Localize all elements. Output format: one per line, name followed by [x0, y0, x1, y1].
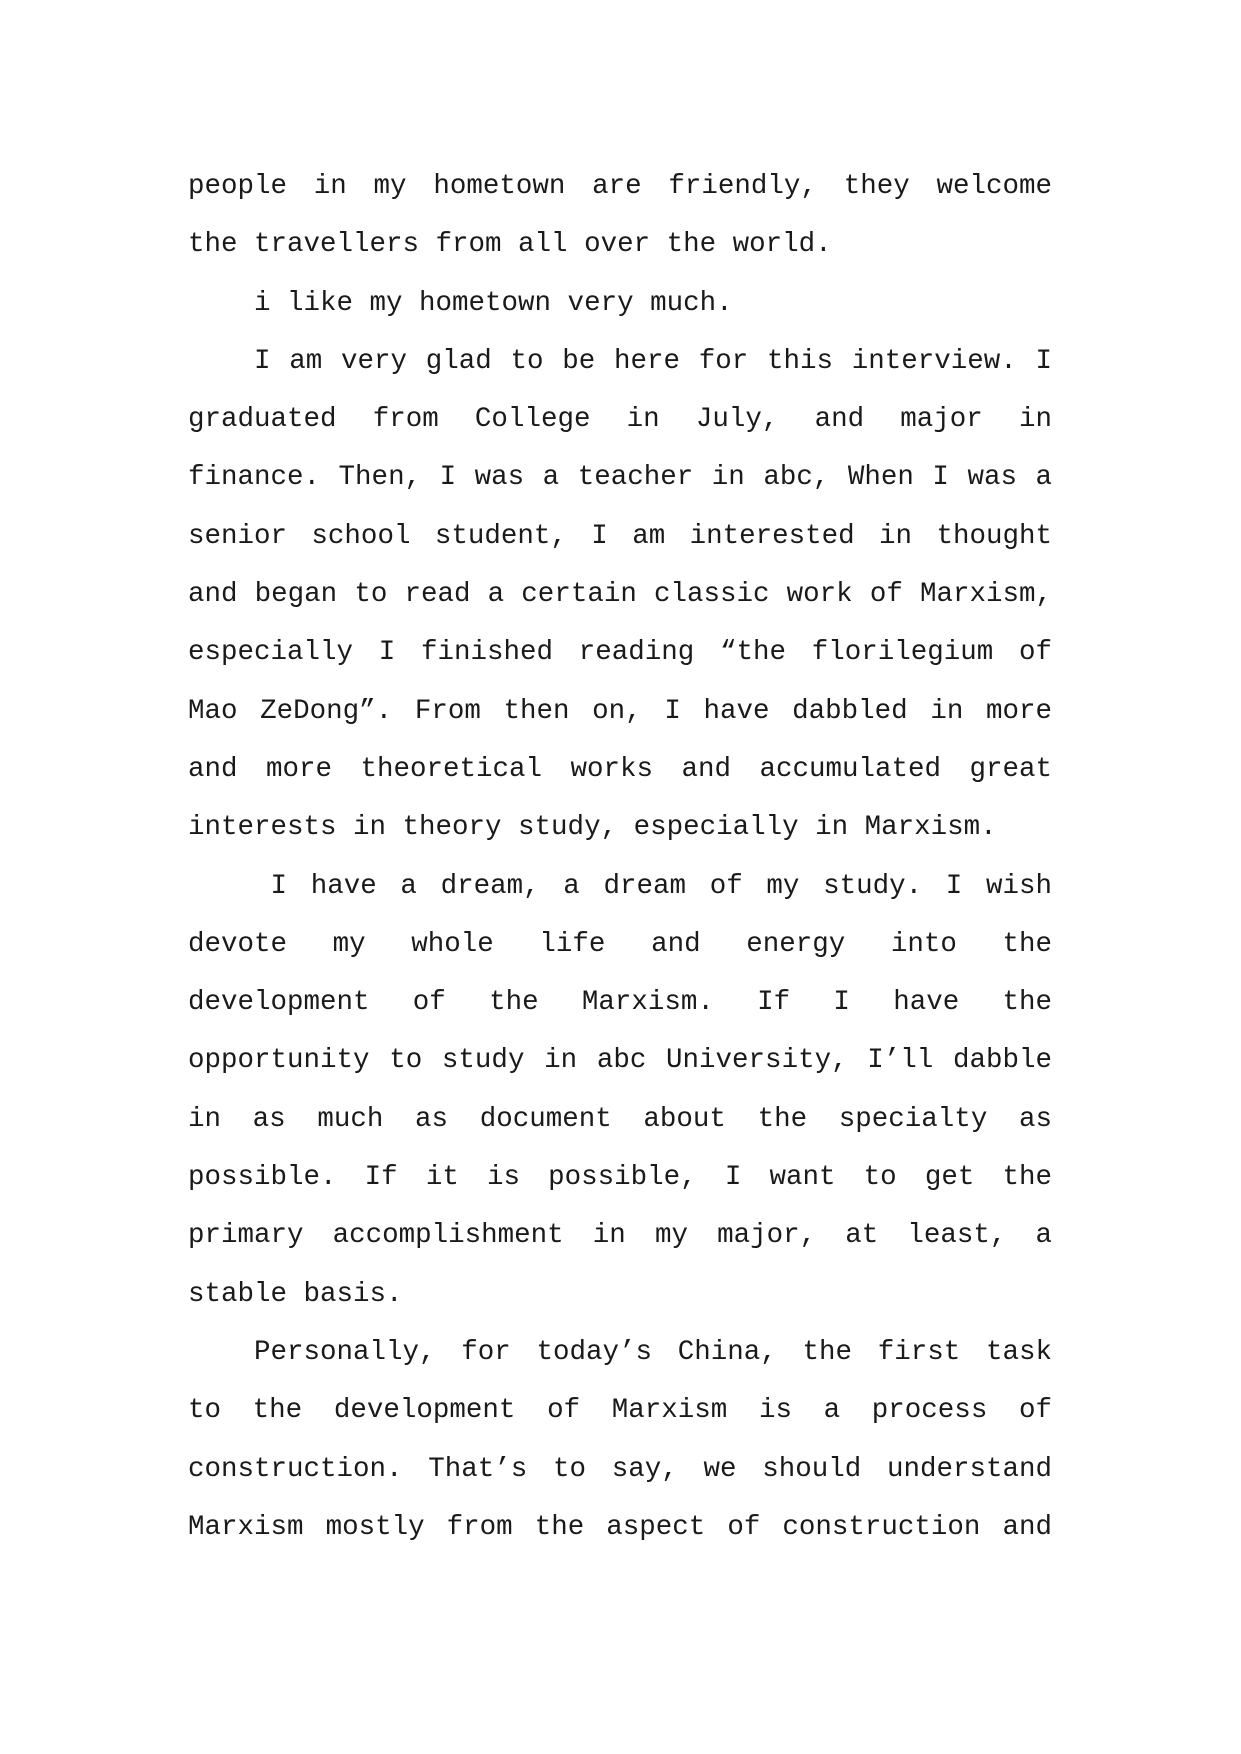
text-line: finance. Then, I was a teacher in abc, When I was a — [188, 462, 1052, 494]
text-line: people in my hometown are friendly, they welcome — [188, 171, 1052, 202]
text-line: and more theoretical works and accumulated great — [188, 753, 1052, 785]
text-line: primary accomplishment in my major, at least, a — [188, 1220, 1052, 1252]
text-line: I have a dream, a dream of my study. I wish — [270, 870, 1052, 902]
text-line: possible. If it is possible, I want to get the — [188, 1162, 1052, 1194]
text-line: graduated from College in July, and major in — [188, 404, 1052, 436]
text-line: the travellers from all over the world. — [188, 229, 832, 261]
text-line: in as much as document about the specialty as — [188, 1103, 1052, 1135]
text-line: I am very glad to be here for this interview. I — [254, 345, 1052, 377]
text-line: i like my hometown very much. — [188, 287, 733, 319]
document-body — [188, 166, 1052, 1565]
text-line: Personally, for today’s China, the first task — [254, 1336, 1052, 1368]
text-line: opportunity to study in abc University, I’ll dabble — [188, 1045, 1052, 1077]
text-line: Mao ZeDong”. From then on, I have dabbled in more — [188, 695, 1052, 727]
text-line: Marxism mostly from the aspect of construction and — [188, 1511, 1052, 1543]
text-line: especially I finished reading “the florilegium of — [188, 637, 1052, 669]
text-line: construction. That’s to say, we should understand — [188, 1453, 1052, 1485]
text-line: interests in theory study, especially in Marxism. — [188, 812, 997, 844]
text-line: senior school student, I am interested in thought — [188, 520, 1052, 552]
text-line: stable basis. — [188, 1278, 403, 1310]
text-line: development of the Marxism. If I have the — [188, 987, 1052, 1019]
text-line: to the development of Marxism is a process of — [188, 1395, 1052, 1427]
text-line: and began to read a certain classic work of Marxism, — [188, 579, 1052, 611]
text-line: devote my whole life and energy into the — [188, 928, 1052, 960]
